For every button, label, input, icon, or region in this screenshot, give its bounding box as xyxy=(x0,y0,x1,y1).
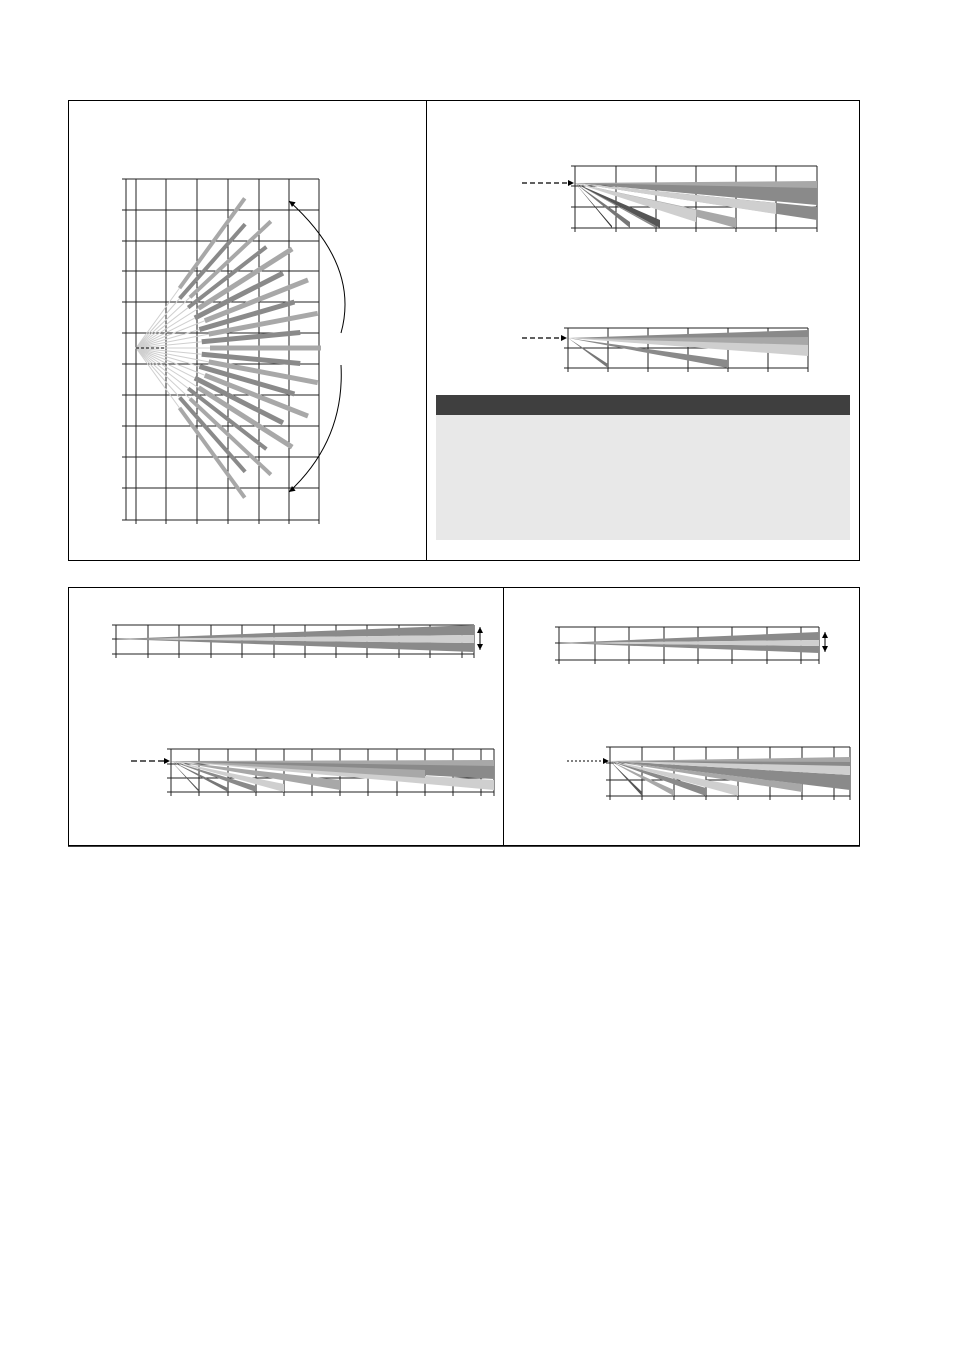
mount-arrow-head xyxy=(568,180,574,186)
note-box-body xyxy=(436,415,850,540)
side-view-grid-2 xyxy=(522,328,808,372)
side-view-grid-6 xyxy=(567,747,850,800)
note-box-header xyxy=(436,395,850,415)
fan-beam-ray xyxy=(136,308,188,348)
fan-beam-ray xyxy=(136,348,188,388)
range-bracket-arrow-top xyxy=(477,627,483,633)
side-view-grid-4 xyxy=(131,749,494,796)
side-view-grid-5 xyxy=(555,627,828,664)
side-view-grid-1 xyxy=(522,166,817,232)
top-view-fan xyxy=(122,179,345,524)
range-bracket-arrow-bottom xyxy=(822,646,828,652)
mount-arrow-head xyxy=(164,758,170,764)
side-view-grid-3 xyxy=(112,625,483,658)
mount-arrow-head xyxy=(561,335,567,341)
beam-wedge xyxy=(568,338,608,368)
range-bracket-arrow-top xyxy=(822,632,828,638)
range-bracket-arrow-bottom xyxy=(477,644,483,650)
